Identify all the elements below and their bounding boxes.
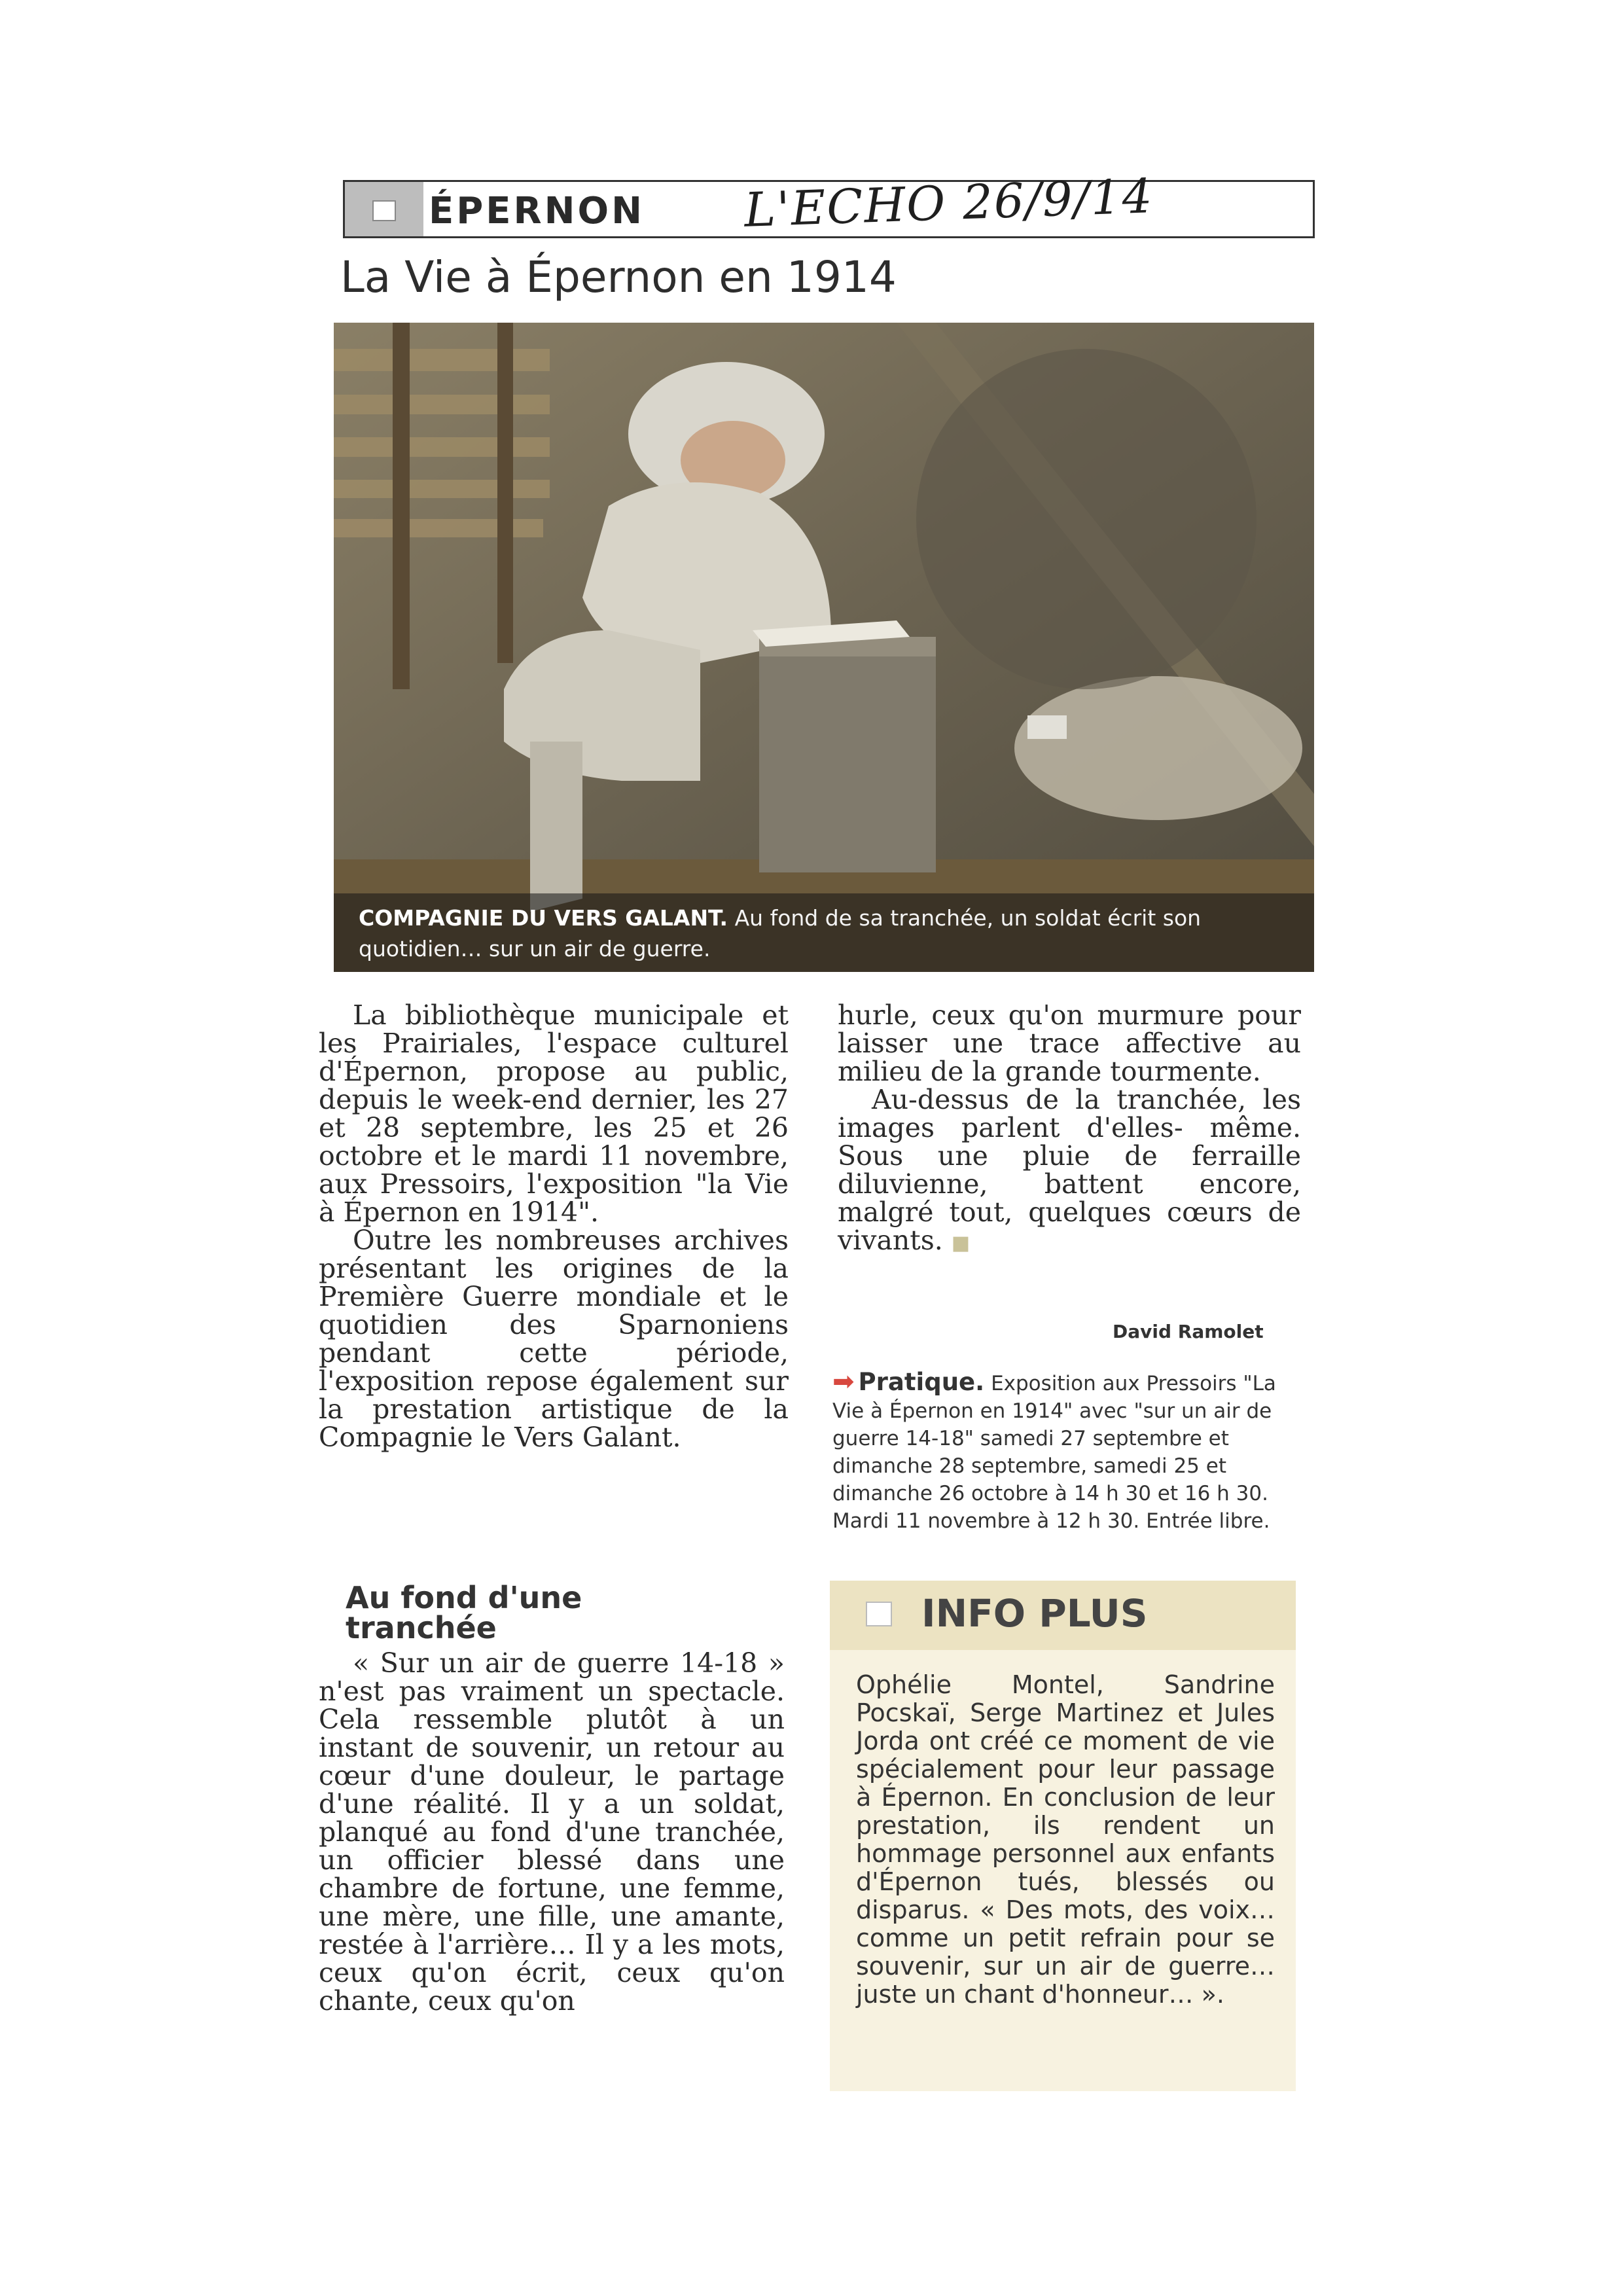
section-marker	[345, 182, 423, 236]
info-plus-text: Ophélie Montel, Sandrine Pocskaï, Serge Martinez et Jules Jorda ont créé ce moment de vie spécialement pour leur passage à Épernon. En conclusion de leur prestation, ils rendent un hommage personnel aux enfants d'Épernon tués, blessés ou disparus. « Des mots, des voix… comme un petit refrain pour se souvenir, sur un air de guerre… juste un chant d'honneur… ».	[856, 1670, 1275, 2009]
soldier-trench-image	[334, 323, 1314, 972]
article-subheading: Au fond d'une tranchée	[346, 1580, 582, 1645]
photo-caption-text: Au fond de sa tranchée, un soldat écrit son quotidien… sur un air de guerre.	[359, 905, 1202, 961]
photo-caption-bold: COMPAGNIE DU VERS GALANT.	[359, 905, 728, 931]
handwritten-source-note: L'ECHO 26/9/14	[743, 168, 1154, 238]
article-column-2	[838, 1001, 1301, 1257]
info-plus-box	[830, 1581, 1296, 2091]
practical-info-text: Exposition aux Pressoirs "La Vie à Épernon en 1914" avec "sur un air de guerre 14-18" samedi 27 septembre et dimanche 28 septembre, samedi 25 et dimanche 26 octobre à 14 h 30 et 16 h 30. Mardi 11 novembre à 12 h 30. Entrée libre.	[832, 1372, 1276, 1533]
author-byline: David Ramolet	[1113, 1321, 1264, 1342]
arrow-right-icon: ➡	[832, 1367, 855, 1397]
practical-info-label: Pratique.	[858, 1368, 985, 1396]
info-plus-header	[830, 1581, 1296, 1650]
article-headline: La Vie à Épernon en 1914	[340, 252, 897, 302]
article-column-1	[319, 1001, 789, 1452]
section-square-icon	[372, 200, 396, 221]
section-header	[343, 168, 1315, 238]
photo-caption	[334, 893, 1314, 972]
article-column-1-continued	[319, 1649, 785, 2015]
paragraph: hurle, ceux qu'on murmure pour laisser une trace affective au milieu de la grande tourmente.	[838, 999, 1301, 1087]
paragraph: Outre les nombreuses archives présentant les origines de la Première Guerre mondiale et le quotidien des Sparnoniens pendant cette période, l'exposition repose également sur la prestation artistique de la Compagnie le Vers Galant.	[319, 1225, 789, 1453]
info-plus-title: INFO PLUS	[921, 1591, 1148, 1636]
paragraph: « Sur un air de guerre 14-18 » n'est pas vraiment un spectacle. Cela ressemble plutôt à un instant de souvenir, un retour au cœur d'une douleur, le partage d'une réalité. Il y a un soldat, planqué au fond d'une tranchée, un officier blessé dans une chambre de fortune, une femme, une mère, une fille, une amante, restée à l'arrière… Il y a les mots, ceux qu'on écrit, ceux qu'on chante, ceux qu'on	[319, 1647, 785, 2017]
end-mark-icon: ■	[951, 1232, 971, 1255]
paragraph: La bibliothèque municipale et les Prairiales, l'espace culturel d'Épernon, propose au public, depuis le week-end dernier, les 27 et 28 septembre, les 25 et 26 octobre et le mardi 11 novembre, aux Pressoirs, l'exposition "la Vie à Épernon en 1914".	[319, 999, 789, 1228]
paragraph	[838, 1086, 1301, 1257]
article-photo	[334, 323, 1314, 972]
section-title: ÉPERNON	[429, 190, 645, 232]
paragraph-text: Au-dessus de la tranchée, les images parlent d'elles- même. Sous une pluie de ferraille diluvienne, battent encore, malgré tout, quelques cœurs de vivants.	[838, 1084, 1301, 1256]
info-square-icon	[866, 1602, 892, 1626]
practical-info	[832, 1368, 1304, 1535]
